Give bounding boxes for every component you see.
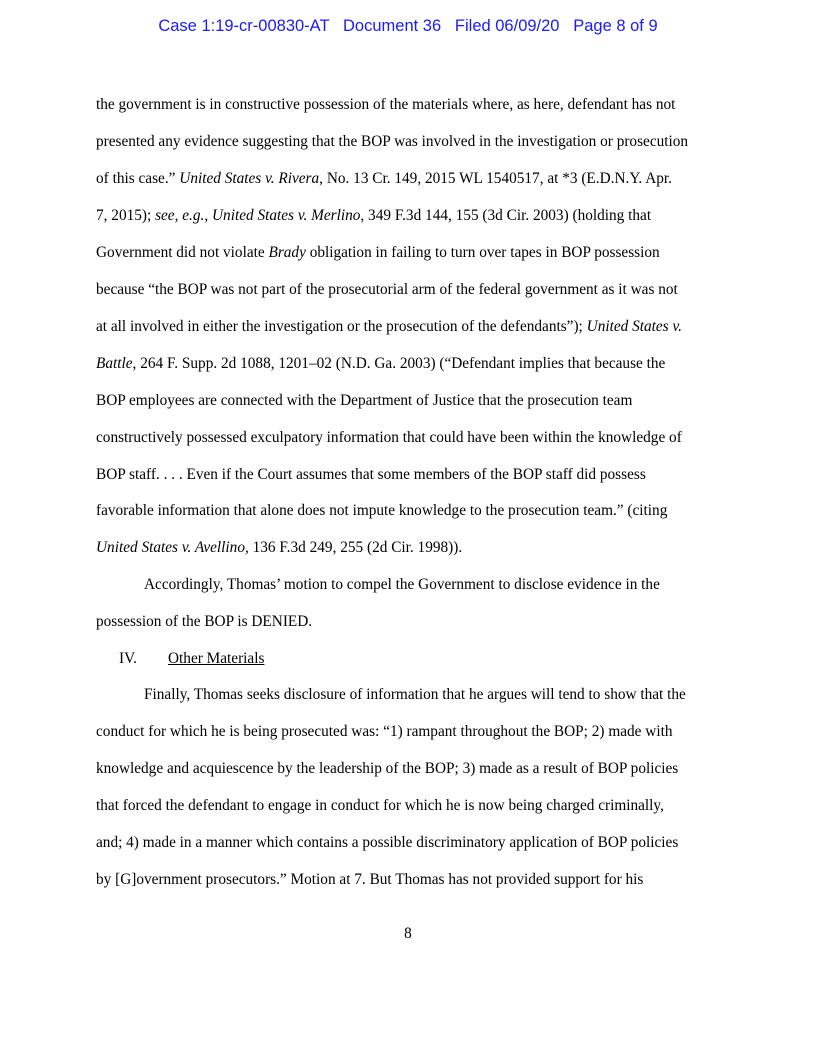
- case-number: Case 1:19-cr-00830-AT: [158, 17, 330, 35]
- body-line-21: by [G]overnment prosecutors.” Motion at 7. But Thomas has not provided support for his: [96, 871, 644, 888]
- text-span: , No. 13 Cr. 149, 2015 WL 1540517, at *3 (E.D.N.Y. Apr.: [319, 170, 672, 187]
- body-line-7: [96, 318, 682, 336]
- filed-date: Filed 06/09/20: [454, 17, 560, 35]
- case-citation: United States v. Rivera: [179, 170, 320, 187]
- case-citation: United States v.: [586, 318, 682, 335]
- body-line-17: conduct for which he is being prosecuted was: “1) rampant throughout the BOP; 2) made with: [96, 723, 673, 740]
- text-span: ,: [204, 207, 212, 224]
- body-line-9: BOP employees are connected with the Department of Justice that the prosecution team: [96, 392, 633, 409]
- body-line-16: Finally, Thomas seeks disclosure of information that he argues will tend to show that the: [144, 686, 686, 703]
- case-citation: United States v. Merlino: [212, 207, 361, 224]
- page-of: Page 8 of 9: [573, 17, 658, 35]
- case-citation: Battle: [96, 355, 133, 372]
- body-line-10: constructively possessed exculpatory information that could have been within the knowledge of: [96, 429, 682, 446]
- text-span: , 264 F. Supp. 2d 1088, 1201–02 (N.D. Ga. 2003) (“Defendant implies that because the: [132, 355, 666, 372]
- document-number: Document 36: [343, 17, 442, 35]
- body-line-6: because “the BOP was not part of the prosecutorial arm of the federal government as it was not: [96, 281, 678, 298]
- page-number: 8: [404, 925, 412, 942]
- body-line-19: that forced the defendant to engage in conduct for which he is now being charged criminally,: [96, 797, 664, 814]
- text-span: , 136 F.3d 249, 255 (2d Cir. 1998)).: [244, 539, 463, 556]
- body-line-8: [96, 355, 665, 373]
- body-line-1: the government is in constructive possession of the materials where, as here, defendant has not: [96, 96, 676, 113]
- case-citation: United States v. Avellino: [96, 539, 245, 556]
- text-span: at all involved in either the investigation or the prosecution of the defendants”);: [96, 318, 587, 335]
- case-citation: Brady: [268, 244, 306, 261]
- body-line-3: [96, 170, 672, 188]
- body-line-5: [96, 244, 660, 262]
- text-span: of this case.”: [96, 170, 180, 187]
- body-line-20: and; 4) made in a manner which contains a possible discriminatory application of BOP policies: [96, 834, 679, 851]
- signal-phrase: see, e.g.: [155, 207, 205, 224]
- case-header: [0, 17, 816, 36]
- body-line-2: presented any evidence suggesting that the BOP was involved in the investigation or prosecution: [96, 133, 689, 150]
- body-line-11: BOP staff. . . . Even if the Court assumes that some members of the BOP staff did possess: [96, 466, 646, 483]
- text-span: obligation in failing to turn over tapes in BOP possession: [305, 244, 660, 261]
- body-line-14: Accordingly, Thomas’ motion to compel the Government to disclose evidence in the: [144, 576, 660, 593]
- text-span: Government did not violate: [96, 244, 269, 261]
- text-span: , 349 F.3d 144, 155 (3d Cir. 2003) (holding that: [360, 207, 652, 224]
- body-line-4: [96, 207, 651, 225]
- body-line-15: possession of the BOP is DENIED.: [96, 613, 313, 630]
- body-line-18: knowledge and acquiescence by the leadership of the BOP; 3) made as a result of BOP policies: [96, 760, 679, 777]
- body-line-13: [96, 539, 462, 557]
- text-span: 7, 2015);: [96, 207, 156, 224]
- section-heading-title: Other Materials: [168, 650, 265, 667]
- section-heading-number: IV.: [119, 650, 137, 667]
- body-line-12: favorable information that alone does not impute knowledge to the prosecution team.” (citing: [96, 502, 668, 519]
